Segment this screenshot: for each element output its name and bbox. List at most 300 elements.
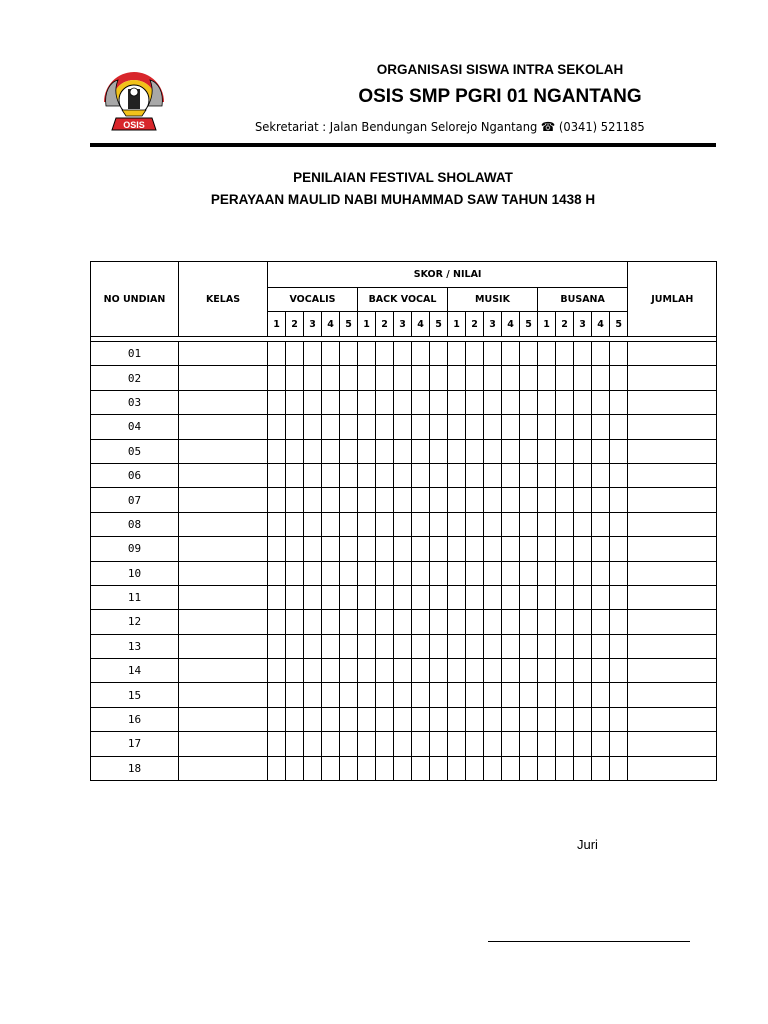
- score-cell[interactable]: [574, 561, 592, 585]
- score-cell[interactable]: [556, 659, 574, 683]
- score-cell[interactable]: [574, 463, 592, 487]
- score-cell[interactable]: [376, 390, 394, 414]
- score-cell[interactable]: [394, 415, 412, 439]
- jumlah-cell[interactable]: [628, 659, 717, 683]
- score-cell[interactable]: [610, 366, 628, 390]
- score-cell[interactable]: [520, 610, 538, 634]
- score-cell[interactable]: [592, 342, 610, 366]
- score-cell[interactable]: [502, 439, 520, 463]
- score-cell[interactable]: [574, 707, 592, 731]
- score-cell[interactable]: [538, 537, 556, 561]
- score-cell[interactable]: [304, 415, 322, 439]
- jumlah-cell[interactable]: [628, 732, 717, 756]
- score-cell[interactable]: [304, 585, 322, 609]
- score-cell[interactable]: [574, 610, 592, 634]
- score-cell[interactable]: [538, 659, 556, 683]
- score-cell[interactable]: [340, 610, 358, 634]
- score-cell[interactable]: [520, 561, 538, 585]
- score-cell[interactable]: [556, 610, 574, 634]
- score-cell[interactable]: [358, 439, 376, 463]
- score-cell[interactable]: [448, 439, 466, 463]
- score-cell[interactable]: [466, 561, 484, 585]
- score-cell[interactable]: [304, 537, 322, 561]
- score-cell[interactable]: [412, 390, 430, 414]
- jumlah-cell[interactable]: [628, 512, 717, 536]
- score-cell[interactable]: [520, 756, 538, 780]
- score-cell[interactable]: [556, 561, 574, 585]
- score-cell[interactable]: [556, 537, 574, 561]
- score-cell[interactable]: [268, 537, 286, 561]
- score-cell[interactable]: [340, 756, 358, 780]
- score-cell[interactable]: [520, 439, 538, 463]
- score-cell[interactable]: [286, 707, 304, 731]
- score-cell[interactable]: [520, 488, 538, 512]
- score-cell[interactable]: [592, 439, 610, 463]
- score-cell[interactable]: [574, 756, 592, 780]
- score-cell[interactable]: [502, 707, 520, 731]
- score-cell[interactable]: [322, 366, 340, 390]
- score-cell[interactable]: [376, 512, 394, 536]
- score-cell[interactable]: [340, 707, 358, 731]
- score-cell[interactable]: [430, 342, 448, 366]
- score-cell[interactable]: [466, 439, 484, 463]
- score-cell[interactable]: [358, 512, 376, 536]
- score-cell[interactable]: [448, 415, 466, 439]
- score-cell[interactable]: [502, 390, 520, 414]
- score-cell[interactable]: [502, 537, 520, 561]
- score-cell[interactable]: [538, 634, 556, 658]
- score-cell[interactable]: [574, 342, 592, 366]
- score-cell[interactable]: [610, 537, 628, 561]
- score-cell[interactable]: [448, 756, 466, 780]
- score-cell[interactable]: [502, 683, 520, 707]
- score-cell[interactable]: [556, 756, 574, 780]
- score-cell[interactable]: [484, 610, 502, 634]
- score-cell[interactable]: [340, 463, 358, 487]
- score-cell[interactable]: [430, 390, 448, 414]
- score-cell[interactable]: [358, 463, 376, 487]
- jumlah-cell[interactable]: [628, 439, 717, 463]
- score-cell[interactable]: [304, 366, 322, 390]
- jumlah-cell[interactable]: [628, 634, 717, 658]
- score-cell[interactable]: [520, 585, 538, 609]
- score-cell[interactable]: [412, 342, 430, 366]
- score-cell[interactable]: [502, 756, 520, 780]
- score-cell[interactable]: [394, 488, 412, 512]
- score-cell[interactable]: [502, 488, 520, 512]
- score-cell[interactable]: [592, 585, 610, 609]
- score-cell[interactable]: [286, 732, 304, 756]
- score-cell[interactable]: [394, 366, 412, 390]
- score-cell[interactable]: [448, 366, 466, 390]
- score-cell[interactable]: [448, 683, 466, 707]
- score-cell[interactable]: [610, 659, 628, 683]
- score-cell[interactable]: [448, 390, 466, 414]
- score-cell[interactable]: [268, 488, 286, 512]
- score-cell[interactable]: [448, 707, 466, 731]
- kelas-cell[interactable]: [179, 415, 268, 439]
- score-cell[interactable]: [376, 634, 394, 658]
- score-cell[interactable]: [484, 463, 502, 487]
- score-cell[interactable]: [592, 415, 610, 439]
- score-cell[interactable]: [520, 537, 538, 561]
- score-cell[interactable]: [322, 342, 340, 366]
- score-cell[interactable]: [412, 439, 430, 463]
- score-cell[interactable]: [484, 512, 502, 536]
- score-cell[interactable]: [430, 634, 448, 658]
- score-cell[interactable]: [538, 732, 556, 756]
- score-cell[interactable]: [556, 512, 574, 536]
- score-cell[interactable]: [556, 683, 574, 707]
- score-cell[interactable]: [556, 415, 574, 439]
- score-cell[interactable]: [610, 488, 628, 512]
- score-cell[interactable]: [268, 463, 286, 487]
- score-cell[interactable]: [538, 683, 556, 707]
- score-cell[interactable]: [466, 634, 484, 658]
- score-cell[interactable]: [610, 683, 628, 707]
- score-cell[interactable]: [376, 659, 394, 683]
- score-cell[interactable]: [430, 463, 448, 487]
- score-cell[interactable]: [592, 463, 610, 487]
- jumlah-cell[interactable]: [628, 585, 717, 609]
- score-cell[interactable]: [322, 683, 340, 707]
- score-cell[interactable]: [556, 732, 574, 756]
- score-cell[interactable]: [304, 488, 322, 512]
- score-cell[interactable]: [376, 488, 394, 512]
- score-cell[interactable]: [484, 585, 502, 609]
- score-cell[interactable]: [448, 342, 466, 366]
- kelas-cell[interactable]: [179, 463, 268, 487]
- score-cell[interactable]: [574, 683, 592, 707]
- score-cell[interactable]: [502, 512, 520, 536]
- score-cell[interactable]: [484, 390, 502, 414]
- jumlah-cell[interactable]: [628, 610, 717, 634]
- score-cell[interactable]: [412, 366, 430, 390]
- kelas-cell[interactable]: [179, 610, 268, 634]
- score-cell[interactable]: [340, 366, 358, 390]
- score-cell[interactable]: [592, 512, 610, 536]
- score-cell[interactable]: [556, 707, 574, 731]
- score-cell[interactable]: [574, 732, 592, 756]
- score-cell[interactable]: [412, 683, 430, 707]
- score-cell[interactable]: [556, 634, 574, 658]
- score-cell[interactable]: [268, 610, 286, 634]
- score-cell[interactable]: [556, 439, 574, 463]
- score-cell[interactable]: [286, 537, 304, 561]
- score-cell[interactable]: [322, 561, 340, 585]
- score-cell[interactable]: [376, 366, 394, 390]
- score-cell[interactable]: [304, 390, 322, 414]
- score-cell[interactable]: [610, 415, 628, 439]
- kelas-cell[interactable]: [179, 659, 268, 683]
- score-cell[interactable]: [286, 756, 304, 780]
- score-cell[interactable]: [268, 439, 286, 463]
- score-cell[interactable]: [610, 512, 628, 536]
- score-cell[interactable]: [538, 707, 556, 731]
- score-cell[interactable]: [466, 415, 484, 439]
- score-cell[interactable]: [448, 659, 466, 683]
- score-cell[interactable]: [502, 366, 520, 390]
- score-cell[interactable]: [340, 439, 358, 463]
- score-cell[interactable]: [592, 390, 610, 414]
- jumlah-cell[interactable]: [628, 537, 717, 561]
- score-cell[interactable]: [304, 512, 322, 536]
- score-cell[interactable]: [286, 585, 304, 609]
- score-cell[interactable]: [502, 415, 520, 439]
- score-cell[interactable]: [520, 659, 538, 683]
- score-cell[interactable]: [502, 732, 520, 756]
- score-cell[interactable]: [484, 561, 502, 585]
- score-cell[interactable]: [466, 488, 484, 512]
- score-cell[interactable]: [538, 561, 556, 585]
- score-cell[interactable]: [592, 659, 610, 683]
- score-cell[interactable]: [430, 561, 448, 585]
- score-cell[interactable]: [430, 488, 448, 512]
- score-cell[interactable]: [466, 463, 484, 487]
- score-cell[interactable]: [610, 342, 628, 366]
- score-cell[interactable]: [358, 561, 376, 585]
- score-cell[interactable]: [304, 659, 322, 683]
- score-cell[interactable]: [322, 732, 340, 756]
- jumlah-cell[interactable]: [628, 561, 717, 585]
- score-cell[interactable]: [484, 537, 502, 561]
- score-cell[interactable]: [448, 585, 466, 609]
- score-cell[interactable]: [610, 585, 628, 609]
- score-cell[interactable]: [322, 585, 340, 609]
- score-cell[interactable]: [340, 537, 358, 561]
- score-cell[interactable]: [520, 707, 538, 731]
- score-cell[interactable]: [376, 342, 394, 366]
- jumlah-cell[interactable]: [628, 488, 717, 512]
- score-cell[interactable]: [502, 585, 520, 609]
- score-cell[interactable]: [376, 537, 394, 561]
- score-cell[interactable]: [286, 634, 304, 658]
- score-cell[interactable]: [340, 390, 358, 414]
- score-cell[interactable]: [610, 439, 628, 463]
- score-cell[interactable]: [448, 634, 466, 658]
- score-cell[interactable]: [430, 659, 448, 683]
- score-cell[interactable]: [304, 707, 322, 731]
- score-cell[interactable]: [268, 659, 286, 683]
- jumlah-cell[interactable]: [628, 366, 717, 390]
- score-cell[interactable]: [358, 342, 376, 366]
- score-cell[interactable]: [538, 366, 556, 390]
- score-cell[interactable]: [376, 707, 394, 731]
- score-cell[interactable]: [286, 342, 304, 366]
- score-cell[interactable]: [448, 512, 466, 536]
- score-cell[interactable]: [556, 488, 574, 512]
- score-cell[interactable]: [286, 415, 304, 439]
- score-cell[interactable]: [538, 488, 556, 512]
- score-cell[interactable]: [592, 756, 610, 780]
- score-cell[interactable]: [556, 585, 574, 609]
- score-cell[interactable]: [466, 707, 484, 731]
- score-cell[interactable]: [376, 585, 394, 609]
- score-cell[interactable]: [610, 756, 628, 780]
- score-cell[interactable]: [358, 683, 376, 707]
- score-cell[interactable]: [466, 585, 484, 609]
- score-cell[interactable]: [538, 756, 556, 780]
- kelas-cell[interactable]: [179, 585, 268, 609]
- score-cell[interactable]: [430, 439, 448, 463]
- score-cell[interactable]: [466, 390, 484, 414]
- score-cell[interactable]: [592, 561, 610, 585]
- score-cell[interactable]: [268, 561, 286, 585]
- score-cell[interactable]: [538, 512, 556, 536]
- score-cell[interactable]: [304, 463, 322, 487]
- jumlah-cell[interactable]: [628, 390, 717, 414]
- score-cell[interactable]: [484, 707, 502, 731]
- score-cell[interactable]: [412, 585, 430, 609]
- score-cell[interactable]: [430, 537, 448, 561]
- score-cell[interactable]: [466, 683, 484, 707]
- score-cell[interactable]: [592, 366, 610, 390]
- score-cell[interactable]: [286, 683, 304, 707]
- score-cell[interactable]: [340, 342, 358, 366]
- score-cell[interactable]: [358, 415, 376, 439]
- score-cell[interactable]: [358, 659, 376, 683]
- score-cell[interactable]: [322, 463, 340, 487]
- score-cell[interactable]: [268, 512, 286, 536]
- score-cell[interactable]: [610, 463, 628, 487]
- score-cell[interactable]: [322, 390, 340, 414]
- score-cell[interactable]: [574, 585, 592, 609]
- score-cell[interactable]: [322, 415, 340, 439]
- score-cell[interactable]: [358, 366, 376, 390]
- score-cell[interactable]: [520, 366, 538, 390]
- score-cell[interactable]: [430, 756, 448, 780]
- jumlah-cell[interactable]: [628, 415, 717, 439]
- score-cell[interactable]: [412, 659, 430, 683]
- score-cell[interactable]: [538, 439, 556, 463]
- score-cell[interactable]: [502, 342, 520, 366]
- score-cell[interactable]: [466, 512, 484, 536]
- score-cell[interactable]: [466, 610, 484, 634]
- score-cell[interactable]: [322, 659, 340, 683]
- score-cell[interactable]: [484, 634, 502, 658]
- score-cell[interactable]: [322, 439, 340, 463]
- jumlah-cell[interactable]: [628, 463, 717, 487]
- score-cell[interactable]: [376, 463, 394, 487]
- score-cell[interactable]: [430, 366, 448, 390]
- score-cell[interactable]: [592, 634, 610, 658]
- score-cell[interactable]: [394, 707, 412, 731]
- score-cell[interactable]: [340, 732, 358, 756]
- score-cell[interactable]: [574, 512, 592, 536]
- score-cell[interactable]: [592, 707, 610, 731]
- score-cell[interactable]: [502, 634, 520, 658]
- kelas-cell[interactable]: [179, 707, 268, 731]
- score-cell[interactable]: [376, 610, 394, 634]
- score-cell[interactable]: [268, 756, 286, 780]
- score-cell[interactable]: [286, 439, 304, 463]
- score-cell[interactable]: [340, 415, 358, 439]
- kelas-cell[interactable]: [179, 439, 268, 463]
- score-cell[interactable]: [268, 585, 286, 609]
- score-cell[interactable]: [448, 610, 466, 634]
- score-cell[interactable]: [358, 756, 376, 780]
- score-cell[interactable]: [412, 707, 430, 731]
- score-cell[interactable]: [430, 683, 448, 707]
- score-cell[interactable]: [466, 756, 484, 780]
- kelas-cell[interactable]: [179, 512, 268, 536]
- score-cell[interactable]: [394, 585, 412, 609]
- score-cell[interactable]: [394, 634, 412, 658]
- score-cell[interactable]: [448, 537, 466, 561]
- score-cell[interactable]: [286, 512, 304, 536]
- score-cell[interactable]: [538, 390, 556, 414]
- score-cell[interactable]: [358, 732, 376, 756]
- score-cell[interactable]: [268, 390, 286, 414]
- score-cell[interactable]: [286, 390, 304, 414]
- jumlah-cell[interactable]: [628, 756, 717, 780]
- score-cell[interactable]: [268, 707, 286, 731]
- kelas-cell[interactable]: [179, 366, 268, 390]
- score-cell[interactable]: [520, 390, 538, 414]
- score-cell[interactable]: [358, 537, 376, 561]
- score-cell[interactable]: [268, 732, 286, 756]
- score-cell[interactable]: [412, 610, 430, 634]
- score-cell[interactable]: [376, 756, 394, 780]
- score-cell[interactable]: [286, 366, 304, 390]
- score-cell[interactable]: [286, 561, 304, 585]
- score-cell[interactable]: [574, 634, 592, 658]
- kelas-cell[interactable]: [179, 537, 268, 561]
- score-cell[interactable]: [466, 537, 484, 561]
- score-cell[interactable]: [538, 342, 556, 366]
- score-cell[interactable]: [520, 634, 538, 658]
- score-cell[interactable]: [520, 683, 538, 707]
- score-cell[interactable]: [430, 585, 448, 609]
- score-cell[interactable]: [358, 610, 376, 634]
- score-cell[interactable]: [556, 366, 574, 390]
- jumlah-cell[interactable]: [628, 683, 717, 707]
- score-cell[interactable]: [304, 683, 322, 707]
- score-cell[interactable]: [430, 415, 448, 439]
- score-cell[interactable]: [574, 439, 592, 463]
- score-cell[interactable]: [448, 463, 466, 487]
- score-cell[interactable]: [304, 439, 322, 463]
- score-cell[interactable]: [358, 390, 376, 414]
- score-cell[interactable]: [484, 659, 502, 683]
- score-cell[interactable]: [484, 439, 502, 463]
- score-cell[interactable]: [556, 463, 574, 487]
- score-cell[interactable]: [592, 610, 610, 634]
- score-cell[interactable]: [322, 512, 340, 536]
- score-cell[interactable]: [520, 415, 538, 439]
- score-cell[interactable]: [574, 537, 592, 561]
- score-cell[interactable]: [484, 342, 502, 366]
- score-cell[interactable]: [412, 512, 430, 536]
- score-cell[interactable]: [556, 342, 574, 366]
- score-cell[interactable]: [304, 634, 322, 658]
- score-cell[interactable]: [466, 342, 484, 366]
- score-cell[interactable]: [376, 415, 394, 439]
- score-cell[interactable]: [268, 342, 286, 366]
- score-cell[interactable]: [412, 488, 430, 512]
- score-cell[interactable]: [340, 512, 358, 536]
- score-cell[interactable]: [322, 634, 340, 658]
- score-cell[interactable]: [322, 610, 340, 634]
- kelas-cell[interactable]: [179, 561, 268, 585]
- score-cell[interactable]: [304, 342, 322, 366]
- score-cell[interactable]: [394, 732, 412, 756]
- score-cell[interactable]: [610, 707, 628, 731]
- score-cell[interactable]: [538, 585, 556, 609]
- score-cell[interactable]: [268, 634, 286, 658]
- jumlah-cell[interactable]: [628, 707, 717, 731]
- score-cell[interactable]: [520, 342, 538, 366]
